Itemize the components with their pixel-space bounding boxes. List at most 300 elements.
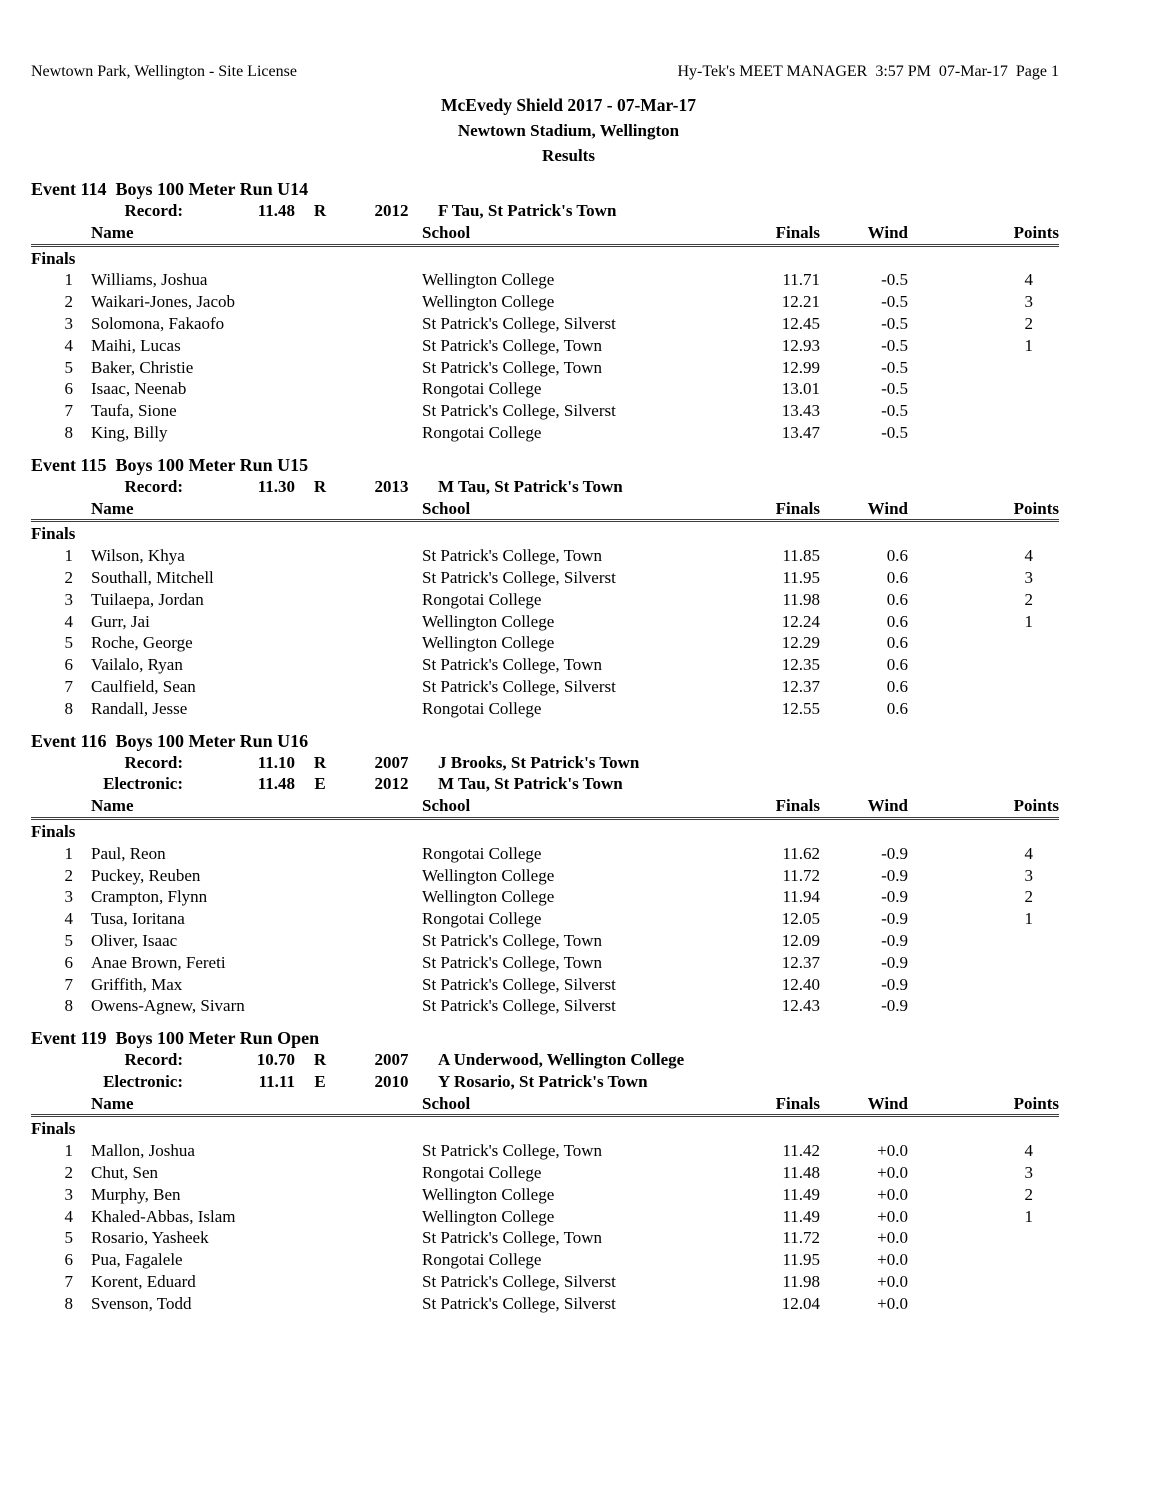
record-lines bbox=[31, 476, 1059, 498]
result-rows bbox=[31, 843, 1059, 1017]
result-row bbox=[31, 995, 1059, 1017]
col-points: Points bbox=[1013, 796, 1059, 816]
points-value: 3 bbox=[1024, 1163, 1033, 1183]
finals-time: 12.43 bbox=[781, 996, 820, 1016]
athlete-name: Khaled-Abbas, Islam bbox=[91, 1206, 236, 1226]
result-rows bbox=[31, 1140, 1059, 1314]
record-flag: R bbox=[313, 201, 327, 220]
result-row bbox=[31, 1162, 1059, 1184]
school-name: Rongotai College bbox=[422, 698, 542, 718]
result-rows bbox=[31, 545, 1059, 719]
column-headers bbox=[31, 222, 1059, 247]
generator-text: Hy-Tek's MEET MANAGER 3:57 PM 07-Mar-17 Page 1 bbox=[677, 63, 1059, 80]
wind-reading: -0.9 bbox=[881, 909, 908, 929]
school-name: St Patrick's College, Silverst bbox=[422, 1272, 616, 1292]
athlete-name: Owens-Agnew, Sivarn bbox=[91, 996, 245, 1016]
record-label: Record: bbox=[124, 201, 183, 220]
place-number: 2 bbox=[64, 567, 73, 587]
finals-time: 12.35 bbox=[781, 655, 820, 675]
finals-time: 11.71 bbox=[782, 270, 820, 290]
result-row bbox=[31, 698, 1059, 720]
place-number: 5 bbox=[64, 1228, 73, 1248]
place-number: 8 bbox=[64, 996, 73, 1016]
col-place bbox=[31, 498, 73, 520]
points-value bbox=[908, 422, 1059, 444]
wind-reading: +0.0 bbox=[877, 1206, 908, 1226]
place-number: 8 bbox=[64, 422, 73, 442]
wind-reading: -0.9 bbox=[881, 974, 908, 994]
school-name: St Patrick's College, Silverst bbox=[422, 1293, 616, 1313]
athlete-name: Pua, Fagalele bbox=[91, 1250, 183, 1270]
place-number: 5 bbox=[64, 633, 73, 653]
wind-reading: -0.5 bbox=[881, 422, 908, 442]
finals-time: 12.21 bbox=[781, 292, 820, 312]
col-school: School bbox=[422, 498, 471, 518]
record-label: Electronic: bbox=[103, 1071, 183, 1091]
points-value: 4 bbox=[1024, 843, 1033, 863]
event-title: Event 119 Boys 100 Meter Run Open bbox=[31, 1028, 320, 1049]
record-holder: J Brooks, St Patrick's Town bbox=[438, 752, 640, 772]
athlete-name: Roche, George bbox=[91, 633, 193, 653]
finals-time: 11.72 bbox=[782, 865, 820, 885]
finals-time: 11.42 bbox=[782, 1141, 820, 1161]
finals-time: 11.95 bbox=[782, 567, 820, 587]
athlete-name: Tusa, Ioritana bbox=[91, 909, 185, 929]
place-number: 7 bbox=[64, 401, 73, 421]
finals-time: 11.48 bbox=[782, 1163, 820, 1183]
athlete-name: Mallon, Joshua bbox=[91, 1141, 195, 1161]
event-section bbox=[31, 454, 1059, 720]
place-number: 3 bbox=[64, 1184, 73, 1204]
school-name: Wellington College bbox=[422, 633, 555, 653]
place-number: 1 bbox=[64, 546, 73, 566]
wind-reading: -0.9 bbox=[881, 887, 908, 907]
wind-reading: 0.6 bbox=[886, 698, 908, 718]
school-name: Wellington College bbox=[422, 1206, 555, 1226]
finals-time: 12.93 bbox=[781, 335, 820, 355]
points-value bbox=[908, 378, 1059, 400]
record-mark: 11.30 bbox=[257, 476, 295, 496]
wind-reading: -0.9 bbox=[881, 865, 908, 885]
finals-time: 13.43 bbox=[781, 401, 820, 421]
wind-reading: 0.6 bbox=[886, 633, 908, 653]
school-name: Rongotai College bbox=[422, 379, 542, 399]
result-row bbox=[31, 908, 1059, 930]
result-row bbox=[31, 589, 1059, 611]
finals-section-label: Finals bbox=[31, 524, 76, 544]
place-number: 6 bbox=[64, 655, 73, 675]
place-number: 2 bbox=[64, 292, 73, 312]
meet-header bbox=[78, 93, 1059, 168]
col-name: Name bbox=[91, 498, 134, 518]
result-row bbox=[31, 545, 1059, 567]
school-name: St Patrick's College, Silverst bbox=[422, 676, 616, 696]
record-mark: 11.11 bbox=[258, 1071, 295, 1091]
report-type: Results bbox=[542, 146, 595, 165]
finals-section-label: Finals bbox=[31, 1119, 76, 1139]
finals-time: 12.40 bbox=[781, 974, 820, 994]
col-points: Points bbox=[1013, 498, 1059, 518]
athlete-name: Oliver, Isaac bbox=[91, 930, 178, 950]
col-name: Name bbox=[91, 796, 134, 816]
athlete-name: Southall, Mitchell bbox=[91, 567, 214, 587]
points-value bbox=[908, 632, 1059, 654]
finals-time: 11.94 bbox=[782, 887, 820, 907]
wind-reading: -0.5 bbox=[881, 335, 908, 355]
record-line bbox=[31, 752, 1059, 774]
points-value bbox=[908, 1271, 1059, 1293]
points-value: 4 bbox=[1024, 546, 1033, 566]
athlete-name: Waikari-Jones, Jacob bbox=[91, 292, 236, 312]
result-row bbox=[31, 313, 1059, 335]
record-flag: R bbox=[313, 1050, 327, 1070]
record-holder: M Tau, St Patrick's Town bbox=[438, 774, 623, 794]
school-name: Rongotai College bbox=[422, 843, 542, 863]
col-school: School bbox=[422, 1093, 471, 1113]
athlete-name: Crampton, Flynn bbox=[91, 887, 208, 907]
finals-time: 11.85 bbox=[782, 546, 820, 566]
athlete-name: Svenson, Todd bbox=[91, 1293, 192, 1313]
wind-reading: 0.6 bbox=[886, 655, 908, 675]
athlete-name: Paul, Reon bbox=[91, 843, 166, 863]
col-place bbox=[31, 1093, 73, 1115]
column-headers bbox=[31, 795, 1059, 820]
finals-time: 12.99 bbox=[781, 357, 820, 377]
col-finals: Finals bbox=[775, 498, 820, 518]
finals-time: 11.98 bbox=[782, 589, 820, 609]
finals-section-label: Finals bbox=[31, 248, 76, 268]
record-mark: 11.48 bbox=[257, 201, 295, 220]
finals-time: 12.24 bbox=[781, 611, 820, 631]
place-number: 7 bbox=[64, 974, 73, 994]
result-row bbox=[31, 676, 1059, 698]
points-value bbox=[908, 698, 1059, 720]
record-year: 2012 bbox=[374, 774, 409, 794]
col-finals: Finals bbox=[775, 222, 820, 242]
result-row bbox=[31, 843, 1059, 865]
points-value: 1 bbox=[1024, 611, 1033, 631]
athlete-name: Anae Brown, Fereti bbox=[91, 952, 226, 972]
finals-time: 13.47 bbox=[781, 422, 820, 442]
result-row bbox=[31, 865, 1059, 887]
record-holder: Y Rosario, St Patrick's Town bbox=[438, 1071, 648, 1091]
wind-reading: -0.5 bbox=[881, 379, 908, 399]
points-value: 2 bbox=[1024, 313, 1033, 333]
school-name: St Patrick's College, Town bbox=[422, 546, 603, 566]
wind-reading: -0.5 bbox=[881, 401, 908, 421]
event-section bbox=[31, 178, 1059, 444]
school-name: St Patrick's College, Silverst bbox=[422, 996, 616, 1016]
athlete-name: Rosario, Yasheek bbox=[91, 1228, 209, 1248]
result-row bbox=[31, 1206, 1059, 1228]
wind-reading: 0.6 bbox=[886, 567, 908, 587]
col-wind: Wind bbox=[867, 796, 908, 816]
school-name: Wellington College bbox=[422, 865, 555, 885]
wind-reading: -0.5 bbox=[881, 292, 908, 312]
event-title: Event 116 Boys 100 Meter Run U16 bbox=[31, 730, 309, 751]
result-row bbox=[31, 269, 1059, 291]
place-number: 2 bbox=[64, 1163, 73, 1183]
record-holder: A Underwood, Wellington College bbox=[438, 1050, 685, 1070]
place-number: 7 bbox=[64, 1272, 73, 1292]
points-value: 2 bbox=[1024, 887, 1033, 907]
record-line bbox=[31, 476, 1059, 498]
school-name: Wellington College bbox=[422, 270, 555, 290]
finals-time: 13.01 bbox=[781, 379, 820, 399]
col-school: School bbox=[422, 796, 471, 816]
finals-time: 11.62 bbox=[782, 843, 820, 863]
school-name: St Patrick's College, Town bbox=[422, 930, 603, 950]
col-points: Points bbox=[1013, 1093, 1059, 1113]
athlete-name: Isaac, Neenab bbox=[91, 379, 187, 399]
record-flag: R bbox=[313, 476, 327, 496]
finals-time: 12.29 bbox=[781, 633, 820, 653]
record-mark: 11.48 bbox=[257, 774, 295, 794]
school-name: Rongotai College bbox=[422, 589, 542, 609]
record-label: Record: bbox=[124, 1050, 183, 1070]
col-name: Name bbox=[91, 1093, 134, 1113]
col-finals: Finals bbox=[775, 796, 820, 816]
points-value: 1 bbox=[1024, 335, 1033, 355]
athlete-name: Williams, Joshua bbox=[91, 270, 208, 290]
col-wind: Wind bbox=[867, 222, 908, 242]
points-value bbox=[908, 995, 1059, 1017]
place-number: 3 bbox=[64, 313, 73, 333]
wind-reading: -0.5 bbox=[881, 313, 908, 333]
points-value: 1 bbox=[1024, 1206, 1033, 1226]
col-place bbox=[31, 795, 73, 817]
meet-title: McEvedy Shield 2017 - 07-Mar-17 bbox=[440, 95, 696, 115]
finals-time: 11.98 bbox=[782, 1272, 820, 1292]
record-holder: F Tau, St Patrick's Town bbox=[438, 201, 617, 220]
record-year: 2007 bbox=[374, 752, 409, 772]
points-value bbox=[908, 357, 1059, 379]
school-name: Wellington College bbox=[422, 292, 555, 312]
points-value: 2 bbox=[1024, 1184, 1033, 1204]
athlete-name: Gurr, Jai bbox=[91, 611, 150, 631]
result-row bbox=[31, 1140, 1059, 1162]
event-title: Event 115 Boys 100 Meter Run U15 bbox=[31, 454, 309, 475]
record-flag: E bbox=[314, 1071, 326, 1091]
points-value: 4 bbox=[1024, 1141, 1033, 1161]
place-number: 1 bbox=[64, 1141, 73, 1161]
col-name: Name bbox=[91, 222, 134, 242]
wind-reading: 0.6 bbox=[886, 611, 908, 631]
athlete-name: Puckey, Reuben bbox=[91, 865, 201, 885]
wind-reading: +0.0 bbox=[877, 1228, 908, 1248]
finals-time: 11.49 bbox=[782, 1206, 820, 1226]
result-row bbox=[31, 974, 1059, 996]
school-name: Wellington College bbox=[422, 887, 555, 907]
athlete-name: Maihi, Lucas bbox=[91, 335, 181, 355]
meet-venue: Newtown Stadium, Wellington bbox=[457, 121, 680, 140]
points-value: 3 bbox=[1024, 292, 1033, 312]
column-headers bbox=[31, 498, 1059, 523]
event-section bbox=[31, 730, 1059, 1018]
license-text: Newtown Park, Wellington - Site License bbox=[31, 63, 297, 80]
result-row bbox=[31, 930, 1059, 952]
wind-reading: +0.0 bbox=[877, 1184, 908, 1204]
points-value bbox=[908, 952, 1059, 974]
record-label: Record: bbox=[124, 752, 183, 772]
place-number: 1 bbox=[64, 843, 73, 863]
place-number: 8 bbox=[64, 698, 73, 718]
place-number: 6 bbox=[64, 379, 73, 399]
wind-reading: +0.0 bbox=[877, 1272, 908, 1292]
school-name: St Patrick's College, Silverst bbox=[422, 567, 616, 587]
school-name: Rongotai College bbox=[422, 1250, 542, 1270]
result-row bbox=[31, 1184, 1059, 1206]
athlete-name: Baker, Christie bbox=[91, 357, 194, 377]
place-number: 3 bbox=[64, 887, 73, 907]
record-lines bbox=[31, 200, 1059, 222]
points-value: 2 bbox=[1024, 589, 1033, 609]
wind-reading: +0.0 bbox=[877, 1250, 908, 1270]
points-value bbox=[908, 654, 1059, 676]
athlete-name: Wilson, Khya bbox=[91, 546, 185, 566]
finals-time: 12.37 bbox=[781, 676, 820, 696]
col-wind: Wind bbox=[867, 1093, 908, 1113]
finals-time: 12.04 bbox=[781, 1293, 820, 1313]
record-year: 2007 bbox=[374, 1050, 409, 1070]
record-lines bbox=[31, 1049, 1059, 1093]
wind-reading: 0.6 bbox=[886, 546, 908, 566]
finals-time: 12.37 bbox=[781, 952, 820, 972]
wind-reading: -0.9 bbox=[881, 996, 908, 1016]
wind-reading: -0.5 bbox=[881, 270, 908, 290]
col-wind: Wind bbox=[867, 498, 908, 518]
school-name: Rongotai College bbox=[422, 1163, 542, 1183]
place-number: 5 bbox=[64, 357, 73, 377]
place-number: 4 bbox=[64, 1206, 73, 1226]
points-value bbox=[908, 974, 1059, 996]
school-name: St Patrick's College, Silverst bbox=[422, 974, 616, 994]
finals-time: 11.49 bbox=[782, 1184, 820, 1204]
col-finals: Finals bbox=[775, 1093, 820, 1113]
finals-time: 11.72 bbox=[782, 1228, 820, 1248]
result-row bbox=[31, 1271, 1059, 1293]
event-title: Event 114 Boys 100 Meter Run U14 bbox=[31, 179, 309, 199]
result-row bbox=[31, 654, 1059, 676]
wind-reading: 0.6 bbox=[886, 676, 908, 696]
record-year: 2010 bbox=[374, 1071, 409, 1091]
col-school: School bbox=[422, 222, 471, 242]
points-value: 3 bbox=[1024, 865, 1033, 885]
points-value bbox=[908, 400, 1059, 422]
result-row bbox=[31, 567, 1059, 589]
place-number: 5 bbox=[64, 930, 73, 950]
record-mark: 11.10 bbox=[257, 752, 295, 772]
points-value bbox=[908, 1293, 1059, 1315]
school-name: St Patrick's College, Town bbox=[422, 655, 603, 675]
school-name: Wellington College bbox=[422, 611, 555, 631]
events-container bbox=[31, 178, 1059, 1315]
result-row bbox=[31, 357, 1059, 379]
record-flag: R bbox=[313, 752, 327, 772]
wind-reading: +0.0 bbox=[877, 1163, 908, 1183]
record-label: Record: bbox=[124, 476, 183, 496]
result-row bbox=[31, 886, 1059, 908]
place-number: 3 bbox=[64, 589, 73, 609]
school-name: Rongotai College bbox=[422, 909, 542, 929]
athlete-name: Griffith, Max bbox=[91, 974, 183, 994]
result-row bbox=[31, 632, 1059, 654]
place-number: 7 bbox=[64, 676, 73, 696]
finals-section-label: Finals bbox=[31, 821, 76, 841]
school-name: St Patrick's College, Town bbox=[422, 357, 603, 377]
record-flag: E bbox=[314, 774, 326, 794]
result-row bbox=[31, 335, 1059, 357]
athlete-name: Taufa, Sione bbox=[91, 401, 177, 421]
wind-reading: +0.0 bbox=[877, 1141, 908, 1161]
school-name: St Patrick's College, Town bbox=[422, 1141, 603, 1161]
points-value: 4 bbox=[1024, 270, 1033, 290]
result-row bbox=[31, 422, 1059, 444]
place-number: 4 bbox=[64, 335, 73, 355]
result-row bbox=[31, 291, 1059, 313]
wind-reading: -0.9 bbox=[881, 952, 908, 972]
result-row bbox=[31, 1249, 1059, 1271]
place-number: 8 bbox=[64, 1293, 73, 1313]
record-label: Electronic: bbox=[103, 774, 183, 794]
place-number: 4 bbox=[64, 611, 73, 631]
col-points: Points bbox=[1013, 222, 1059, 242]
record-line bbox=[31, 200, 1059, 222]
wind-reading: -0.5 bbox=[881, 357, 908, 377]
record-line bbox=[31, 773, 1059, 795]
finals-time: 12.05 bbox=[781, 909, 820, 929]
athlete-name: Chut, Sen bbox=[91, 1163, 159, 1183]
wind-reading: +0.0 bbox=[877, 1293, 908, 1313]
athlete-name: Tuilaepa, Jordan bbox=[91, 589, 204, 609]
wind-reading: -0.9 bbox=[881, 930, 908, 950]
finals-time: 11.95 bbox=[782, 1250, 820, 1270]
result-row bbox=[31, 952, 1059, 974]
athlete-name: King, Billy bbox=[91, 422, 168, 442]
record-year: 2013 bbox=[374, 476, 409, 496]
result-row bbox=[31, 400, 1059, 422]
athlete-name: Murphy, Ben bbox=[91, 1184, 181, 1204]
result-row bbox=[31, 611, 1059, 633]
school-name: St Patrick's College, Town bbox=[422, 952, 603, 972]
place-number: 1 bbox=[64, 270, 73, 290]
record-year: 2012 bbox=[374, 201, 409, 220]
points-value bbox=[908, 676, 1059, 698]
school-name: St Patrick's College, Town bbox=[422, 335, 603, 355]
place-number: 6 bbox=[64, 1250, 73, 1270]
school-name: Wellington College bbox=[422, 1184, 555, 1204]
school-name: St Patrick's College, Silverst bbox=[422, 313, 616, 333]
record-mark: 10.70 bbox=[256, 1050, 295, 1070]
record-lines bbox=[31, 752, 1059, 796]
result-row bbox=[31, 378, 1059, 400]
finals-time: 12.55 bbox=[781, 698, 820, 718]
record-line bbox=[31, 1071, 1059, 1093]
athlete-name: Solomona, Fakaofo bbox=[91, 313, 225, 333]
record-holder: M Tau, St Patrick's Town bbox=[438, 476, 623, 496]
points-value bbox=[908, 930, 1059, 952]
record-line bbox=[31, 1049, 1059, 1071]
place-number: 4 bbox=[64, 909, 73, 929]
points-value: 1 bbox=[1024, 909, 1033, 929]
points-value bbox=[908, 1227, 1059, 1249]
result-rows bbox=[31, 269, 1059, 443]
wind-reading: 0.6 bbox=[886, 589, 908, 609]
col-place bbox=[31, 222, 73, 244]
page-header bbox=[31, 62, 1059, 82]
result-row bbox=[31, 1227, 1059, 1249]
result-row bbox=[31, 1293, 1059, 1315]
